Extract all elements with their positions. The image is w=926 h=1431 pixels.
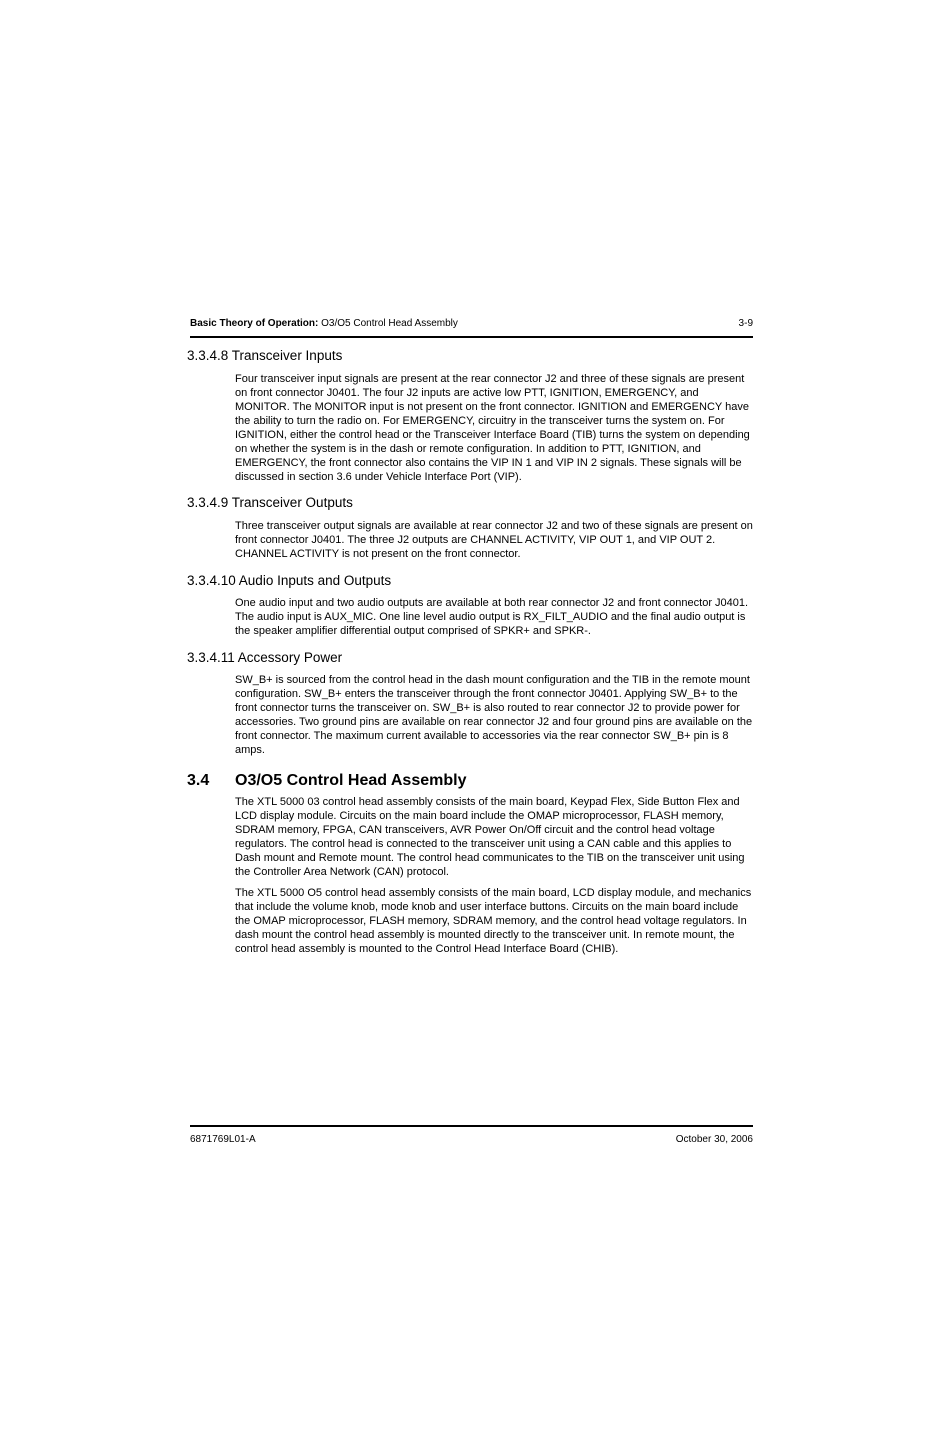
section-heading-control-head (187, 771, 466, 791)
header-chapter: Basic Theory of Operation: (190, 318, 319, 329)
heading-accessory-power: 3.3.4.11 Accessory Power (187, 650, 343, 665)
heading-audio-inputs-outputs: 3.3.4.10 Audio Inputs and Outputs (187, 573, 392, 588)
footer-document-number: 6871769L01-A (190, 1134, 256, 1145)
paragraph-accessory-power: SW_B+ is sourced from the control head in the dash mount configuration and the TIB in the remote mount configuration. SW_B+ enters the transceiver through the front connector J0401. Applying SW_B+ to the front connector turns the transceiver on. SW_B+ is also routed to rear connector J2 to provide power for accessories. Two ground pins are available on rear connector J2 and four ground pins are available on the front connector. The maximum current available to accessories via the rear connector SW_B+ pin is 8 amps. (235, 674, 753, 756)
paragraph-transceiver-outputs: Three transceiver output signals are available at rear connector J2 and two of these signals are present on front connector J0401. The three J2 outputs are CHANNEL ACTIVITY, VIP OUT 1, and VIP OUT 2. CHANNEL ACTIVITY is not present on the front connector. (235, 520, 753, 560)
heading-transceiver-outputs: 3.3.4.9 Transceiver Outputs (187, 495, 353, 510)
header-section: O3/O5 Control Head Assembly (321, 318, 458, 329)
paragraph-o5-control-head: The XTL 5000 O5 control head assembly consists of the main board, LCD display module, and mechanics that include the volume knob, mode knob and user interface buttons. Circuits on the main board include the OMAP microprocessor, FLASH memory, SDRAM memory, and the control head voltage regulators. In dash mount the control head assembly is mounted directly to the transceiver unit. In remote mount, the control head assembly is mounted to the Control Head Interface Board (CHIB). (235, 887, 752, 955)
heading-transceiver-inputs: 3.3.4.8 Transceiver Inputs (187, 348, 343, 363)
section-number: 3.4 (187, 772, 210, 789)
paragraph-transceiver-inputs: Four transceiver input signals are present at the rear connector J2 and three of these signals are present on front connector J0401. The four J2 inputs are active low PTT, IGNITION, EMERGENCY, and MONITOR. The MONITOR input is not present on the front connector. IGNITION and EMERGENCY have the ability to turn the radio on. For EMERGENCY, circuitry in the transceiver turns the system on. For IGNITION, either the control head or the Transceiver Interface Board (TIB) turns the system on depending on whether the system is in the dash or remote configuration. In addition to PTT, IGNITION, and EMERGENCY, the front connector also contains the VIP IN 1 and VIP IN 2 signals. These signals will be discussed in section 3.6 under Vehicle Interface Port (VIP). (235, 373, 750, 483)
page-header (190, 316, 753, 338)
header-page-number: 3-9 (738, 318, 753, 329)
paragraph-audio-inputs-outputs: One audio input and two audio outputs are available at both rear connector J2 and front connector J0401. The audio input is AUX_MIC. One line level audio output is RX_FILT_AUDIO and the final audio output is the speaker amplifier differential output comprised of SPKR+ and SPKR-. (235, 597, 749, 637)
section-title: O3/O5 Control Head Assembly (235, 772, 467, 789)
page-footer (190, 1125, 753, 1149)
paragraph-o3-control-head: The XTL 5000 03 control head assembly consists of the main board, Keypad Flex, Side Button Flex and LCD display module. Circuits on the main board include the OMAP microprocessor, FLASH memory, SDRAM memory, FPGA, CAN transceivers, AVR Power On/Off circuit and the control head voltage regulators. The control head is connected to the transceiver unit using a CAN cable and this applies to Dash mount and Remote mount. The control head communicates to the TIB on the transceiver unit using the Controller Area Network (CAN) protocol. (235, 796, 745, 878)
footer-date: October 30, 2006 (675, 1134, 753, 1145)
header-title (190, 317, 458, 331)
